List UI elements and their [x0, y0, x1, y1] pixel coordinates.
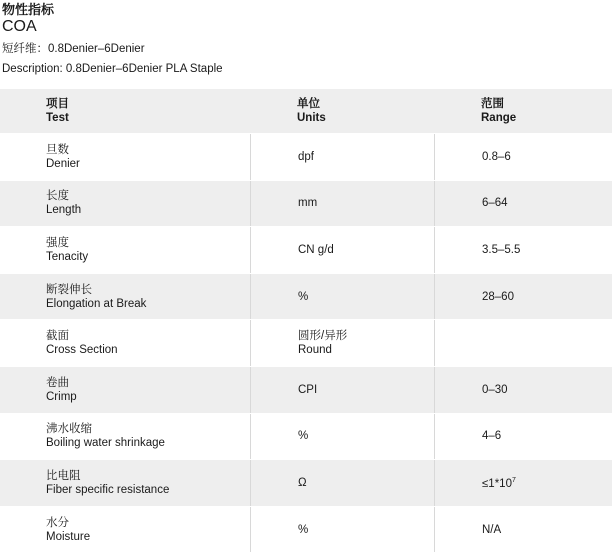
cell-range — [434, 460, 612, 506]
column-header-cn: 范围 — [481, 98, 504, 110]
document-header — [2, 0, 223, 76]
range-text: 0.8–6 — [482, 150, 511, 163]
table-row — [0, 507, 612, 553]
range-text: 28–60 — [482, 290, 514, 303]
cell-units — [250, 507, 434, 553]
cell-test — [0, 274, 250, 320]
test-name-cn: 旦数 — [46, 143, 69, 156]
range-text: ≤1*10 — [482, 478, 512, 491]
unit-value-secondary: Round — [298, 344, 332, 357]
range-exponent: 7 — [511, 477, 516, 485]
cell-test — [0, 414, 250, 460]
description-line: Description: 0.8Denier–6Denier PLA Staple — [2, 63, 223, 75]
table-row — [0, 367, 612, 414]
range-value — [482, 243, 612, 257]
column-header-en: Units — [297, 112, 326, 124]
cell-units — [250, 460, 434, 506]
cell-range — [434, 274, 612, 320]
range-value — [482, 474, 612, 491]
unit-value: CN g/d — [298, 243, 334, 256]
range-value — [482, 290, 612, 304]
cell-test — [0, 460, 250, 506]
table-row — [0, 134, 612, 181]
table-row — [0, 181, 612, 228]
cell-test — [0, 367, 250, 413]
cell-range — [434, 367, 612, 413]
test-name-cn: 断裂伸长 — [46, 283, 92, 296]
title-english: COA — [2, 18, 37, 35]
spec-line: 短纤维：0.8Denier–6Denier — [2, 43, 145, 55]
cell-test — [0, 320, 250, 366]
test-name-en: Crimp — [46, 390, 77, 403]
cell-units — [250, 134, 434, 180]
test-name-en: Denier — [46, 157, 80, 170]
range-text: 4–6 — [482, 430, 502, 443]
unit-value: mm — [298, 197, 318, 210]
test-name-en: Moisture — [46, 530, 91, 543]
test-name-cn: 长度 — [46, 190, 69, 203]
test-name-en: Tenacity — [46, 250, 89, 263]
test-name-cn: 沸水收缩 — [46, 423, 92, 436]
cell-test — [0, 134, 250, 180]
cell-units — [250, 414, 434, 460]
test-name-cn: 强度 — [46, 236, 69, 249]
cell-units — [250, 367, 434, 413]
test-name-cn: 水分 — [46, 516, 69, 529]
unit-value: % — [298, 430, 309, 443]
unit-value: CPI — [298, 383, 318, 396]
cell-units — [250, 227, 434, 273]
cell-range — [434, 134, 612, 180]
test-name-en: Elongation at Break — [46, 297, 147, 310]
title-chinese: 物性指标 — [2, 2, 55, 17]
cell-units — [250, 274, 434, 320]
cell-range — [434, 181, 612, 227]
range-value — [482, 429, 612, 443]
range-value — [482, 523, 612, 537]
range-value — [482, 196, 612, 210]
cell-units — [250, 181, 434, 227]
table-row — [0, 414, 612, 461]
unit-value: % — [298, 523, 309, 536]
unit-value: 圆形/异形 — [298, 330, 348, 343]
test-name-cn: 卷曲 — [46, 376, 69, 389]
cell-test — [0, 227, 250, 273]
column-header-cn: 项目 — [46, 98, 69, 110]
table-row — [0, 227, 612, 274]
column-header-cn: 单位 — [297, 98, 320, 110]
table-row — [0, 274, 612, 321]
test-name-en: Boiling water shrinkage — [46, 437, 165, 450]
range-text: 0–30 — [482, 383, 508, 396]
cell-units — [250, 320, 434, 366]
range-text: 6–64 — [482, 197, 508, 210]
cell-range — [434, 227, 612, 273]
cell-test — [0, 181, 250, 227]
cell-range — [434, 507, 612, 553]
unit-value: dpf — [298, 150, 314, 163]
column-header-en: Test — [46, 112, 69, 124]
test-name-cn: 比电阻 — [46, 469, 81, 482]
unit-value: Ω — [298, 476, 307, 489]
test-name-en: Length — [46, 204, 82, 217]
column-header-units — [250, 89, 434, 133]
range-value — [482, 150, 612, 164]
range-text: N/A — [482, 523, 502, 536]
range-text: 3.5–5.5 — [482, 243, 521, 256]
table-row — [0, 460, 612, 507]
test-name-en: Fiber specific resistance — [46, 483, 170, 496]
cell-range — [434, 320, 612, 366]
table-header-row — [0, 89, 612, 134]
column-header-en: Range — [481, 112, 517, 124]
table-body — [0, 134, 612, 553]
test-name-cn: 截面 — [46, 330, 69, 343]
range-value — [482, 383, 612, 397]
cell-range — [434, 414, 612, 460]
table-row — [0, 320, 612, 367]
column-header-range — [434, 89, 612, 133]
coa-table — [0, 89, 612, 553]
unit-value: % — [298, 290, 309, 303]
test-name-en: Cross Section — [46, 344, 118, 357]
cell-test — [0, 507, 250, 553]
column-header-test — [0, 89, 250, 133]
